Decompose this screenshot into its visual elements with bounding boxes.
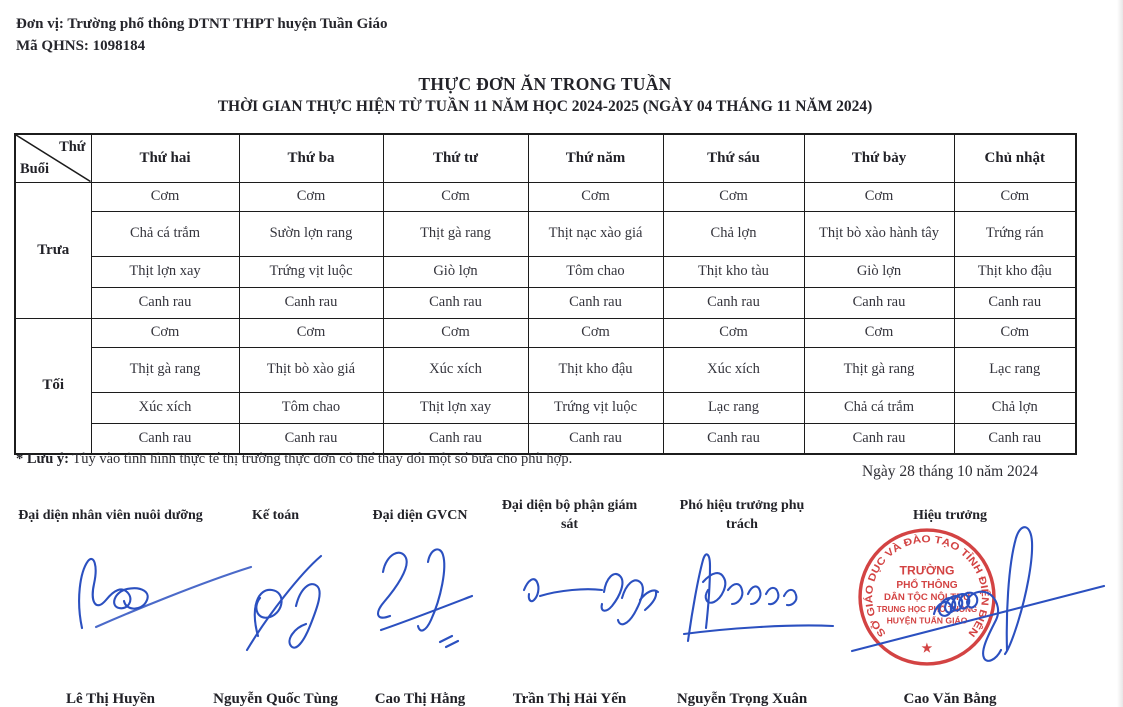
menu-cell: Canh rau [528,423,663,454]
menu-cell: Thịt lợn xay [383,392,528,423]
corner-label-meal: Buổi [20,161,50,178]
menu-row [15,182,1076,211]
menu-cell: Cơm [528,182,663,211]
menu-cell: Thịt bò xào giá [239,347,383,392]
stamp-line-3: DÂN TỘC NỘI TRÚ [883,592,971,604]
signature-title: Phó hiệu trưởng phụ trách [679,498,805,532]
signature-title: Đại diện nhân viên nuôi dưỡng [18,507,203,523]
menu-cell: Cơm [954,182,1076,211]
menu-cell: Thịt kho tàu [663,256,804,287]
menu-cell: Cơm [804,318,954,347]
menu-cell: Canh rau [239,423,383,454]
signature-block [345,493,495,707]
menu-cell: Canh rau [954,287,1076,318]
date-line: Ngày 28 tháng 10 năm 2024 [861,463,1039,480]
menu-cell: Giò lợn [804,256,954,287]
stamp-line-2: PHỔ THÔNG [896,579,958,591]
note-text: Tùy vào tình hình thực tế thị trường thực đơn có thể thay đổi một số bữa cho phù hợp. [69,451,573,467]
menu-cell: Trứng rán [954,211,1076,256]
menu-cell: Canh rau [663,423,804,454]
menu-cell: Canh rau [804,287,954,318]
signature-title: Hiệu trưởng [912,507,988,523]
menu-cell: Thịt kho đậu [528,347,663,392]
menu-cell: Thịt gà rang [804,347,954,392]
menu-cell: Sườn lợn rang [239,211,383,256]
signature-name: Nguyễn Quốc Tùng [213,691,338,707]
day-header: Thứ bảy [804,134,954,182]
corner-cell [15,134,91,182]
menu-cell: Canh rau [528,287,663,318]
signature-name: Cao Văn Bằng [903,691,997,707]
stamp-line-5: HUYỆN TUẤN GIÁO [886,615,968,626]
qhns-line: Mã QHNS: 1098184 [16,37,146,54]
menu-cell: Xúc xích [383,347,528,392]
document-title: THỰC ĐƠN ĂN TRONG TUẦN [418,74,672,94]
menu-cell: Lạc rang [663,392,804,423]
menu-cell: Trứng vịt luộc [528,392,663,423]
menu-cell: Cơm [954,318,1076,347]
day-header: Thứ sáu [663,134,804,182]
menu-row [15,392,1076,423]
menu-cell: Xúc xích [91,392,239,423]
menu-cell: Cơm [383,182,528,211]
menu-cell: Giò lợn [383,256,528,287]
day-header: Thứ tư [383,134,528,182]
menu-cell: Tôm chao [528,256,663,287]
menu-row [15,423,1076,454]
signature-name: Nguyễn Trọng Xuân [676,691,808,707]
menu-cell: Canh rau [804,423,954,454]
menu-cell: Canh rau [91,423,239,454]
stamp-star-icon: ★ [921,640,933,655]
menu-row [15,256,1076,287]
day-header: Thứ ba [239,134,383,182]
document-header [16,14,387,58]
menu-cell: Canh rau [239,287,383,318]
scan-edge-shade [1117,0,1123,707]
meal-section-label: Tối [15,318,91,454]
signature-name: Lê Thị Huyền [66,691,155,707]
menu-cell: Tôm chao [239,392,383,423]
menu-cell: Thịt bò xào hành tây [804,211,954,256]
day-header: Chủ nhật [954,134,1076,182]
menu-cell: Chả lợn [954,392,1076,423]
day-header-row [15,134,1076,182]
menu-cell: Trứng vịt luộc [239,256,383,287]
menu-row [15,347,1076,392]
menu-cell: Thịt nạc xào giá [528,211,663,256]
corner-label-day: Thứ [59,139,86,155]
menu-cell: Cơm [804,182,954,211]
menu-row [15,318,1076,347]
stamp-line-4: TRUNG HỌC PHỔ THÔNG [876,605,978,615]
menu-cell: Canh rau [91,287,239,318]
menu-cell: Chả cá trắm [91,211,239,256]
menu-cell: Chả lợn [663,211,804,256]
signature-name: Trần Thị Hải Yến [512,691,627,707]
document-subtitle: THỜI GIAN THỰC HIỆN TỪ TUẦN 11 NĂM HỌC 2024-2025 (NGÀY 04 THÁNG 11 NĂM 2024) [217,98,873,115]
menu-cell: Cơm [239,182,383,211]
menu-cell: Cơm [239,318,383,347]
note-label: * Lưu ý: [16,451,70,467]
signature-block [8,493,213,707]
stamp-line-1: TRƯỜNG [899,563,955,578]
day-header: Thứ năm [528,134,663,182]
menu-cell: Cơm [91,318,239,347]
menu-cell: Thịt gà rang [91,347,239,392]
signature-block [497,493,642,707]
menu-cell: Cơm [663,318,804,347]
menu-cell: Chả cá trắm [804,392,954,423]
menu-cell: Cơm [663,182,804,211]
signature-title: Đại diện GVCN [372,507,468,523]
menu-cell: Canh rau [663,287,804,318]
signature-block [850,493,1050,707]
menu-cell: Thịt kho đậu [954,256,1076,287]
menu-cell: Cơm [528,318,663,347]
menu-cell: Cơm [383,318,528,347]
unit-line: Đơn vị: Trường phổ thông DTNT THPT huyện Tuần Giáo [16,16,388,32]
menu-cell: Thịt lợn xay [91,256,239,287]
menu-row [15,287,1076,318]
menu-cell: Cơm [91,182,239,211]
signature-block [213,493,338,707]
menu-cell: Lạc rang [954,347,1076,392]
menu-table [14,133,1077,455]
signature-title: Đại diện bộ phận giám sát [501,498,638,532]
menu-cell: Canh rau [383,423,528,454]
menu-row [15,211,1076,256]
menu-cell: Thịt gà rang [383,211,528,256]
signature-block [662,493,822,707]
meal-section-label: Trưa [15,182,91,318]
title-block [0,74,1090,116]
signature-title: Kế toán [251,507,300,523]
day-header: Thứ hai [91,134,239,182]
menu-cell: Xúc xích [663,347,804,392]
signature-name: Cao Thị Hằng [374,691,466,707]
stamp-ring-text: SỞ GIÁO DỤC VÀ ĐÀO TẠO TỈNH ĐIỆN BIÊN [864,534,990,639]
menu-cell: Canh rau [383,287,528,318]
menu-cell: Canh rau [954,423,1076,454]
signature-zone [0,460,1123,707]
